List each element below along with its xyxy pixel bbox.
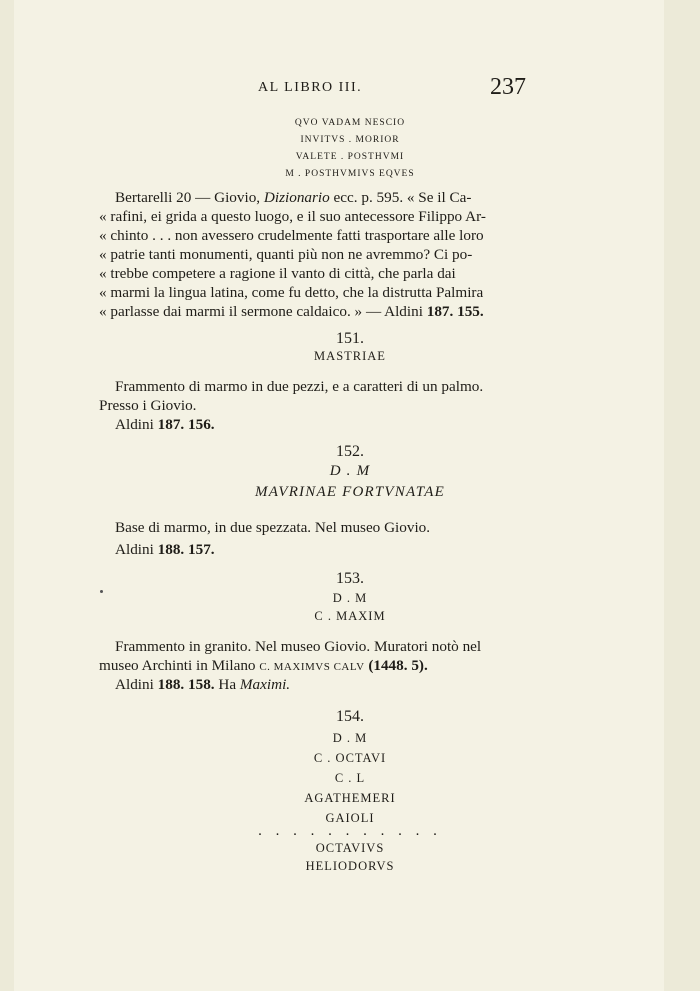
inscription-line: MAVRINAE FORTVNATAE [255, 484, 445, 500]
epitaph-line: INVITVS . MORIOR [300, 135, 400, 145]
entry-number: 152. [336, 443, 364, 460]
entry-description: Base di marmo, in due spezzata. Nel museo Giovio. [115, 519, 431, 536]
commentary-line: « trebbe competere a ragione il vanto di città, che parla dai [99, 265, 456, 282]
entry-description: museo Archinti in Milano C. MAXIMVS CALV (1448. 5). [99, 657, 428, 674]
inscription-line: C . L [334, 771, 366, 785]
commentary-line: Bertarelli 20 — Giovio, Dizionario ecc. p. 595. « Se il Ca- [115, 189, 472, 206]
entry-number: 153. [336, 570, 364, 587]
commentary-line: « parlasse dai marmi il sermone caldaico. » — Aldini 187. 155. [99, 303, 484, 320]
inscription-lacuna: . . . . . . . . . . . [258, 823, 442, 839]
epitaph-line: M . POSTHVMIVS EQVES [285, 169, 415, 179]
inscription-line: D . M [329, 463, 371, 479]
entry-description: Frammento di marmo in due pezzi, e a caratteri di un palmo. [115, 378, 484, 395]
inscription-line: C . OCTAVI [313, 751, 387, 765]
commentary-line: « marmi la lingua latina, come fu detto, che la distrutta Palmira [99, 284, 484, 301]
inscription-line: D . M [332, 591, 368, 605]
entry-description: Presso i Giovio. [99, 397, 197, 414]
running-header: AL LIBRO III. [258, 80, 363, 95]
epitaph-line: QVO VADAM NESCIO [294, 118, 406, 128]
entry-reference: Aldini 188. 158. Ha Maximi. [115, 676, 291, 693]
page-number: 237 [490, 74, 526, 100]
epitaph-line: VALETE . POSTHVMI [295, 152, 405, 162]
inscription-line: GAIOLI [325, 811, 375, 825]
inscription-line: MASTRIAE [314, 349, 386, 363]
commentary-line: « patrie tanti monumenti, quanti più non ne avremmo? Ci po- [99, 246, 473, 263]
inscription-line: OCTAVIVS [315, 841, 385, 855]
entry-number: 151. [336, 330, 364, 347]
commentary-line: « chinto . . . non avessero crudelmente fatti trasportare alle loro [99, 227, 484, 244]
entry-description: Frammento in granito. Nel museo Giovio. Muratori notò nel [115, 638, 482, 655]
entry-reference: Aldini 187. 156. [115, 416, 215, 433]
commentary-line: « rafini, ei grida a questo luogo, e il suo antecessore Filippo Ar- [99, 208, 486, 225]
inscription-line: D . M [332, 731, 368, 745]
entry-reference: Aldini 188. 157. [115, 541, 215, 558]
inscription-line: AGATHEMERI [304, 791, 396, 805]
inscription-line: HELIODORVS [305, 859, 395, 873]
inscription-line: C . MAXIM [314, 609, 386, 623]
entry-number: 154. [336, 708, 364, 725]
